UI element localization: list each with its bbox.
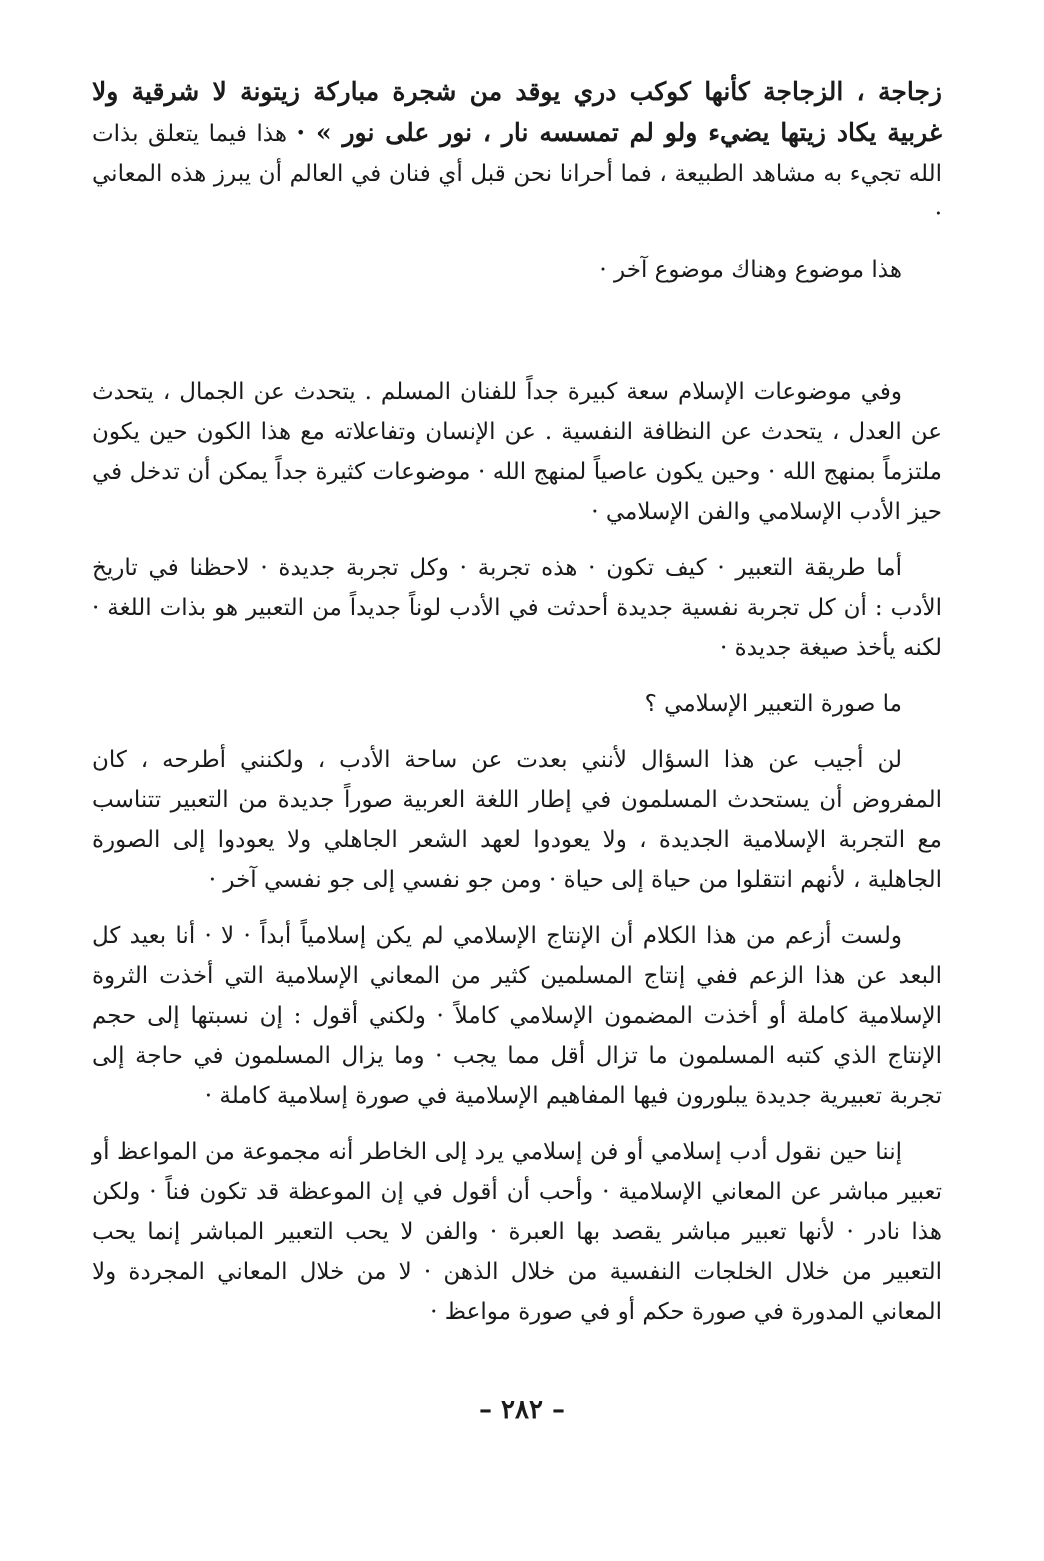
paragraph-7: ولست أزعم من هذا الكلام أن الإنتاج الإسلامي لم يكن إسلامياً أبداً · لا · أنا بعيد كل البعد عن هذا الزعم ففي إنتاج المسلمين كثير من المعاني الإسلامية التي أخذت الثروة الإسلامية كاملة أو أخذت المضمون الإسلامي كاملاً · ولكني أقول : إن نسبتها إلى حجم الإنتاج الذي كتبه المسلمون ما تزال أقل مما يجب · وما يزال المسلمون في حاجة إلى تجربة تعبيرية جديدة يبلورون فيها المفاهيم الإسلامية في صورة إسلامية كاملة · xyxy=(92,923,942,1109)
paragraph-8: إننا حين نقول أدب إسلامي أو فن إسلامي يرد إلى الخاطر أنه مجموعة من المواعظ أو تعبير مباشر عن المعاني الإسلامية · وأحب أن أقول في إن الموعظة قد تكون فناً · ولكن هذا نادر · لأنها تعبير مباشر يقصد بها العبرة · والفن لا يحب التعبير المباشر إنما يحب التعبير من خلال الخلجات النفسية من خلال الذهن · لا من خلال المعاني المجردة ولا المعاني المدورة في صورة حكم أو في صورة مواعظ · xyxy=(92,1139,942,1325)
quoted-verse: زجاجة ، الزجاجة كأنها كوكب دري يوقد من شجرة مباركة زيتونة لا شرقية ولا غربية يكاد زيتها يضيء ولو لم تمسسه نار ، نور على نور » · xyxy=(92,77,942,147)
paragraph-2: هذا موضوع وهناك موضوع آخر · xyxy=(599,257,902,283)
page-body xyxy=(92,72,942,1332)
paragraph-4: أما طريقة التعبير · كيف تكون · هذه تجربة · وكل تجربة جديدة · لاحظنا في تاريخ الأدب : أن كل تجربة نفسية جديدة أحدثت في الأدب لوناً جديداً من التعبير هو بذات اللغة · لكنه يأخذ صيغة جديدة · xyxy=(92,555,942,661)
paragraph-3: وفي موضوعات الإسلام سعة كبيرة جداً للفنان المسلم . يتحدث عن الجمال ، يتحدث عن العدل ، يتحدث عن النظافة النفسية . عن الإنسان وتفاعلاته مع هذا الكون حين يكون ملتزماً بمنهج الله · وحين يكون عاصياً لمنهج الله · موضوعات كثيرة جداً يمكن أن تدخل في حيز الأدب الإسلامي والفن الإسلامي · xyxy=(92,379,942,525)
paragraph-6: لن أجيب عن هذا السؤال لأنني بعدت عن ساحة الأدب ، ولكنني أطرحه ، كان المفروض أن يستحدث المسلمون في إطار اللغة العربية صوراً جديدة من التعبير تتناسب مع التجربة الإسلامية الجديدة ، ولا يعودوا لعهد الشعر الجاهلي ولا يعودوا إلى الصورة الجاهلية ، لأنهم انتقلوا من حياة إلى حياة · ومن جو نفسي إلى جو نفسي آخر · xyxy=(92,747,942,893)
paragraph-1 xyxy=(92,72,942,234)
paragraph-1-text: هذا فيما يتعلق بذات الله تجيء به مشاهد الطبيعة ، فما أحرانا نحن قبل أي فنان في العالم أن يبرز هذه المعاني · xyxy=(92,121,942,227)
paragraph-5-question: ما صورة التعبير الإسلامي ؟ xyxy=(644,691,902,717)
page-number: – ٢٨٢ – xyxy=(478,1395,566,1425)
